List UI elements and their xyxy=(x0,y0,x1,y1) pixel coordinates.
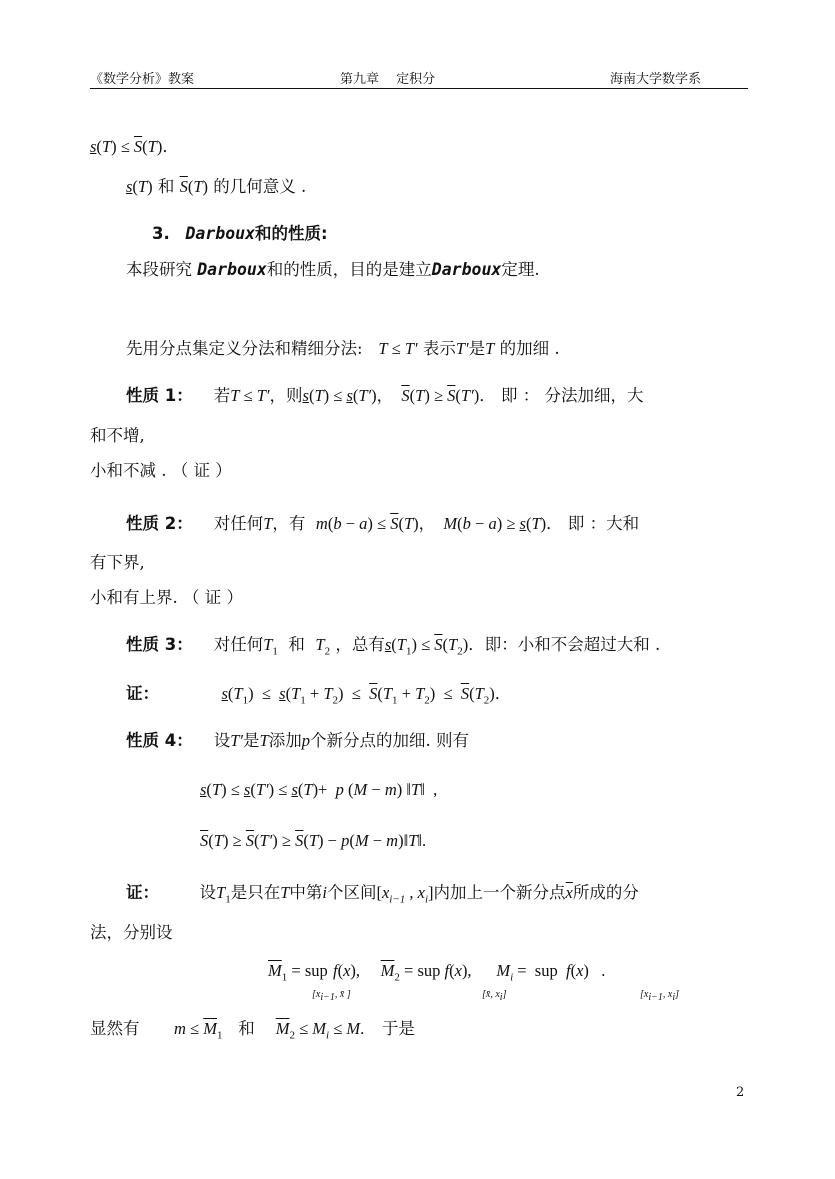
proof-2-label: 证： xyxy=(126,883,159,902)
last-and: 和 xyxy=(238,1019,255,1038)
section-number: 3. xyxy=(152,224,170,243)
pr2-a: 是只在 xyxy=(230,883,281,902)
pr2-d: 内加上一个新分点 xyxy=(433,883,566,902)
property-4-label: 性质 4： xyxy=(126,731,193,750)
line-2: s(T) 和 $\overline{S}(T)$ 的几何意义 . xyxy=(126,177,307,196)
sup-subscript-1: [$x_{i-1}$, x̄ ] xyxy=(312,989,351,1003)
p1-tail: 即 ： 分法加细，大 xyxy=(500,386,644,405)
header-right: 海南大学数学系 xyxy=(610,72,702,87)
property-1-line-2: 和不增, xyxy=(90,426,145,445)
p4-mid2: 添加 xyxy=(268,731,302,750)
p4-end: 个新分点的加细. 则有 xyxy=(309,731,469,750)
header-rule xyxy=(90,88,748,89)
p1-comma: ，则 xyxy=(269,386,303,405)
p2-have: ，有 xyxy=(272,514,306,533)
p4-pre: 设 xyxy=(213,731,231,750)
property-3: 性质 3： 对任何$T_1$ 和 $T_2$ ，总有$s(T_1) \le \overline{S}(T_2)$．即：小和不会超过大和 . xyxy=(126,635,661,658)
proof-label: 证： xyxy=(126,684,159,703)
p2-tail: 即 ：大和 xyxy=(567,514,640,533)
proof-2-line-2: 法，分别设 xyxy=(90,923,173,942)
p3-tail: 即：小和不会超过大和 . xyxy=(484,635,661,654)
p3-always: ，总有 xyxy=(335,635,385,654)
property-2-line-2: 有下界, xyxy=(90,553,145,572)
l5-mid: 表示 xyxy=(422,339,456,358)
property-2-line-3: 小和有上界. （ 证 ） xyxy=(90,588,243,607)
pr2-c: 个区间 xyxy=(326,883,377,902)
property-2: 性质 2： 对任何T，有 $m(b - a) \le \overline{S}(T)$， M(b − a) ≥ s(T)． 即 ：大和 xyxy=(126,514,640,533)
property-1-label: 性质 1： xyxy=(126,386,193,405)
header-center: 第九章 定积分 xyxy=(340,72,436,87)
p4-mid: 是 xyxy=(243,731,260,750)
l4-mid: 和的性质，目的是建立 xyxy=(266,260,432,279)
property-1: 性质 1： 若T ≤ T′，则s(T) ≤ s(T′)， $\overline{S}(T) \ge \overline{S}(T')$． 即 ： 分法加细，大 xyxy=(126,386,644,405)
l5-text: 先用分点集定义分法和精细分法: xyxy=(126,339,363,358)
l4-pre: 本段研究 xyxy=(126,260,192,279)
section-darboux: Darboux xyxy=(185,224,256,243)
last-line: 显然有 $m \le \overline{M}_1$ 和 $\overline{M}_2 \le M_i \le M$. 于是 xyxy=(90,1019,415,1042)
section-suffix: 和的性质: xyxy=(255,224,328,243)
line-4 xyxy=(126,259,540,281)
l4-darboux-2: Darboux xyxy=(431,260,502,279)
formula-2: $\overline{S}(T) \ge \overline{S}(T') \ge \overline{S}(T) - p(M$ − m)‖T‖. xyxy=(200,831,427,850)
l4-darboux: Darboux xyxy=(197,260,267,279)
pr2-e: 所成的分 xyxy=(572,883,639,902)
line-5: 先用分点集定义分法和精细分法: T ≤ T′ 表示T′是T 的加细 . xyxy=(126,339,560,358)
proof-1: 证： $s(T_1) \le s(T_1 + T_2) \le \overline{S}(T_1 + T_2) \le \overline{S}(T_2)$． xyxy=(126,684,512,707)
l2-and: 和 xyxy=(157,177,175,196)
header-left: 《数学分析》教案 xyxy=(90,72,195,87)
property-3-label: 性质 3： xyxy=(126,635,193,654)
property-4: 性质 4： 设T′是T添加p个新分点的加细. 则有 xyxy=(126,731,469,750)
proof-2: 证： 设$T_1$是只在T中第i个区间[$x_{i-1}$ , $x_i$]内加上一个新分点$\overline{x}$所成的分 xyxy=(126,883,639,906)
pr2-b: 中第 xyxy=(289,883,323,902)
line-1: $s(T) \le \overline{S}(T)$． xyxy=(90,137,179,156)
page-number: 2 xyxy=(736,1085,745,1100)
l4-end: 定理. xyxy=(501,260,540,279)
last-pre: 显然有 xyxy=(90,1019,140,1038)
l5-end: 的加细 . xyxy=(499,339,560,358)
l5-mid2: 是 xyxy=(468,339,486,358)
sup-definitions: $\overline{M}_1$ = sup f(x), $\overline{M}_2$ = sup f(x), $M_i$ = sup f(x) . xyxy=(268,961,606,984)
section-3-title xyxy=(152,223,328,245)
property-1-line-3: 小和不减 . （ 证 ） xyxy=(90,461,232,480)
p1-pre: 若 xyxy=(213,386,231,405)
pr2-pre: 设 xyxy=(199,883,216,902)
last-end: 于是 xyxy=(381,1019,415,1038)
p3-and: 和 xyxy=(288,635,305,654)
sup-subscript-2: [x̄, $x_i$] xyxy=(482,989,507,1003)
p2-pre: 对任何 xyxy=(213,514,264,533)
formula-1: s(T) ≤ s(T′) ≤ s(T)+ p (M − m) ‖T‖ , xyxy=(200,780,438,799)
property-2-label: 性质 2： xyxy=(126,514,193,533)
p3-pre: 对任何 xyxy=(213,635,264,654)
l2-text: 的几何意义 . xyxy=(213,177,307,196)
sup-subscript-3: [$x_{i-1}$, $x_i$] xyxy=(640,989,680,1003)
